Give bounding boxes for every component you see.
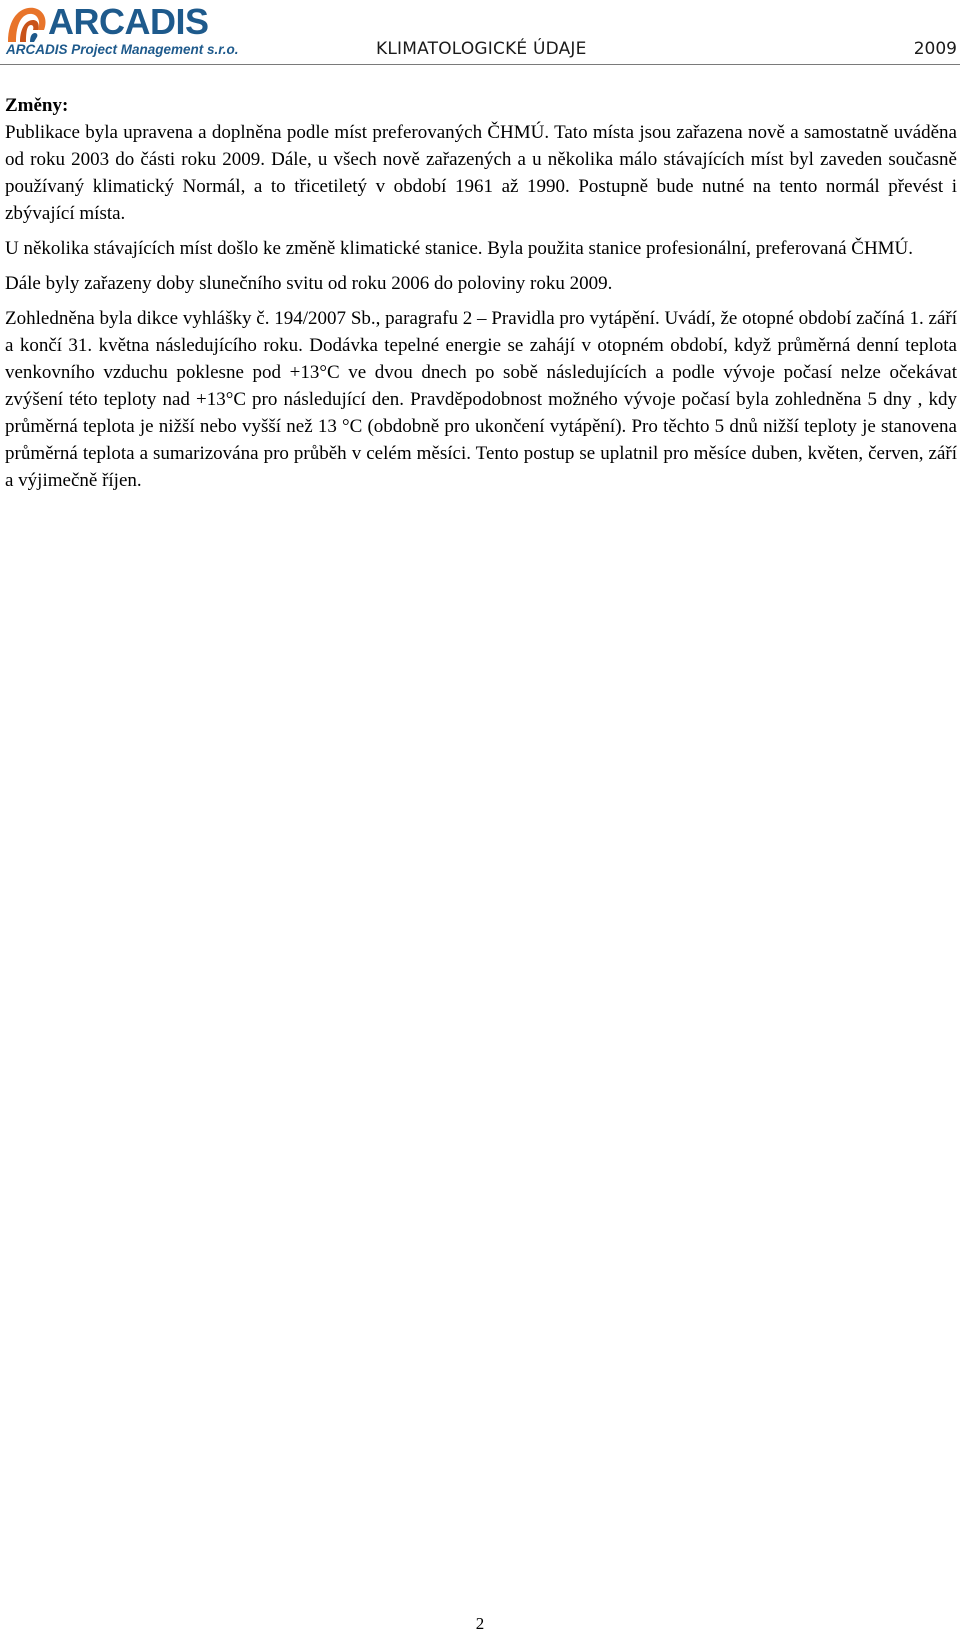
document-body — [5, 92, 957, 494]
arcadis-logo — [4, 2, 254, 60]
page-header — [0, 0, 960, 66]
logo-wordmark: ARCADIS — [48, 1, 209, 42]
paragraph-sunshine-duration: Dále byly zařazeny doby slunečního svitu od roku 2006 do poloviny roku 2009. — [5, 273, 613, 294]
page-number: 2 — [475, 1614, 485, 1633]
paragraph-publication-changes: Publikace byla upravena a doplněna podle míst preferovaných ČHMÚ. Tato místa jsou zařazena nově a samostatně uváděna od roku 2003 do části roku 2009. Dále, u všech nově zařazených a u několika málo stávajících míst byl zaveden současně používaný klimatický Normál, a to třicetiletý v období 1961 až 1990. Postupně bude nutné na tento normál převést i zbývající místa. — [5, 122, 957, 224]
header-title: KLIMATOLOGICKÉ ÚDAJE — [376, 39, 587, 59]
header-year: 2009 — [913, 39, 957, 59]
paragraph-heating-regulation: Zohledněna byla dikce vyhlášky č. 194/2007 Sb., paragrafu 2 – Pravidla pro vytápění. Uvádí, že otopné období začíná 1. září a končí 31. května následujícího roku. Dodávka tepelné energie se zahájí v otopném období, když průměrná denní teplota venkovního vzduchu poklesne pod +13°C ve dvou dnech po sobě následujících a podle vývoje počasí nelze očekávat zvýšení této teploty nad +13°C pro následující den. Pravděpodobnost možného vývoje počasí byla zohledněna 5 dny , kdy průměrná teplota je nižší nebo vyšší než 13 °C (obdobně pro ukončení vytápění). Pro těchto 5 dnů nižší teploty je stanovena průměrná teplota a sumarizována pro průběh v celém měsíci. Tento postup se uplatnil pro měsíce duben, květen, červen, září a výjimečně říjen. — [5, 308, 957, 491]
logo-subtitle: ARCADIS Project Management s.r.o. — [6, 42, 239, 57]
header-divider — [0, 64, 960, 65]
paragraph-station-changes: U několika stávajících míst došlo ke změně klimatické stanice. Byla použita stanice profesionální, preferovaná ČHMÚ. — [5, 238, 914, 259]
arcadis-logo-icon — [4, 2, 50, 44]
section-heading: Změny: — [5, 95, 69, 116]
